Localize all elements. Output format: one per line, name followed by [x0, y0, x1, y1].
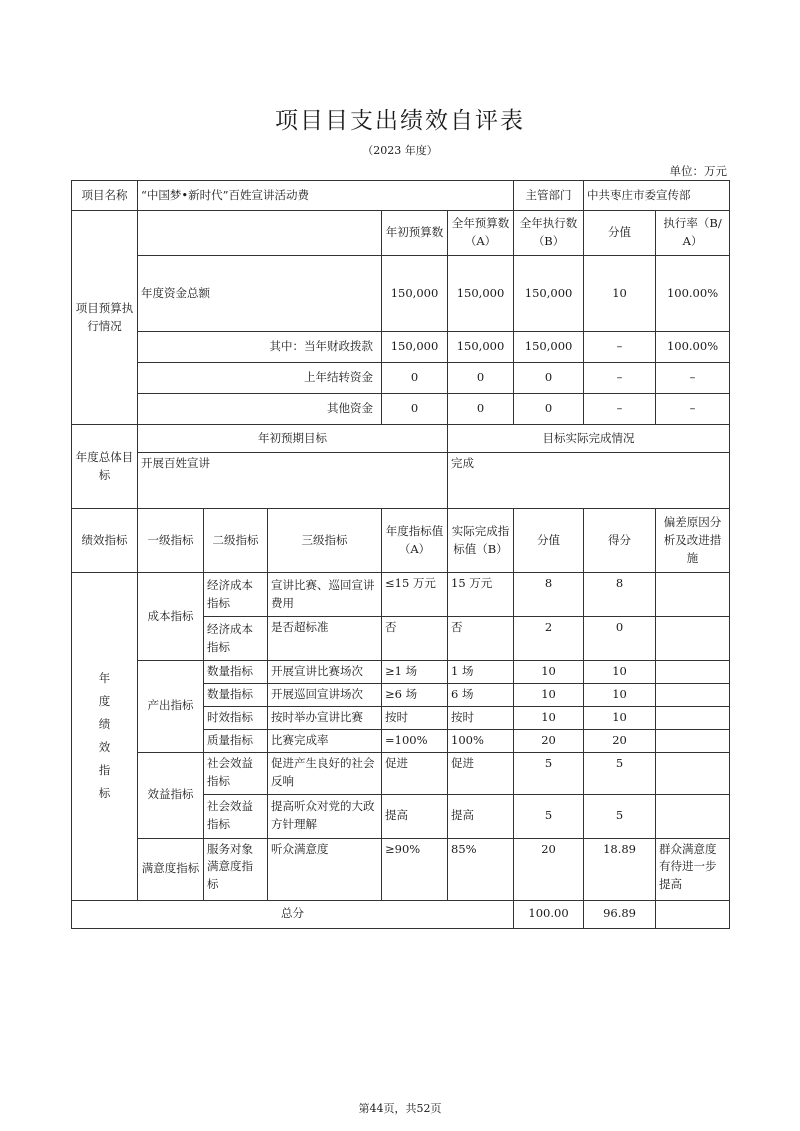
indicator-deviation	[656, 617, 730, 661]
indicator-level3: 提高听众对党的大政方针理解	[268, 794, 382, 838]
indicator-row	[72, 838, 730, 900]
indicator-actual: 100%	[448, 729, 514, 752]
budget-header: 执行率（B/A）	[656, 211, 730, 256]
budget-section-label: 项目预算执行情况	[72, 211, 138, 425]
budget-score-value: 10	[584, 256, 656, 332]
unit-label: 单位：万元	[669, 164, 727, 178]
indicator-deviation	[656, 706, 730, 729]
total-value: 100.00	[514, 900, 584, 928]
indicator-value: 10	[514, 706, 584, 729]
indicator-row	[72, 573, 730, 617]
indicator-target: ≤15 万元	[382, 573, 448, 617]
indicator-target: 提高	[382, 794, 448, 838]
indicator-level3: 比赛完成率	[268, 729, 382, 752]
indicator-level2: 社会效益指标	[204, 794, 268, 838]
evaluation-table	[71, 180, 730, 929]
budget-header: 全年预算数（A）	[448, 211, 514, 256]
indicator-actual: 按时	[448, 706, 514, 729]
indicator-header: 实际完成指标值（B）	[448, 509, 514, 573]
dept-label: 主管部门	[514, 181, 584, 211]
indicator-score: 18.89	[584, 838, 656, 900]
indicator-value: 8	[514, 573, 584, 617]
project-name-value: “中国梦•新时代”百姓宣讲活动费	[138, 181, 514, 211]
indicator-level1: 成本指标	[138, 573, 204, 661]
budget-header: 全年执行数（B）	[514, 211, 584, 256]
indicator-target: 按时	[382, 706, 448, 729]
indicator-level2: 社会效益指标	[204, 752, 268, 794]
indicator-actual: 否	[448, 617, 514, 661]
indicator-score: 0	[584, 617, 656, 661]
indicator-level2: 经济成本指标	[204, 573, 268, 617]
goals-header-row	[72, 425, 730, 453]
indicator-value: 20	[514, 729, 584, 752]
indicator-level2: 数量指标	[204, 661, 268, 684]
indicator-level3: 促进产生良好的社会反响	[268, 752, 382, 794]
indicator-deviation	[656, 661, 730, 684]
goals-planned-value: 开展百姓宣讲	[138, 453, 448, 509]
indicator-value: 5	[514, 794, 584, 838]
budget-score-value: –	[584, 394, 656, 425]
budget-row-label: 其中：当年财政拨款	[138, 332, 382, 363]
indicator-header: 得分	[584, 509, 656, 573]
indicator-target: ≥1 场	[382, 661, 448, 684]
indicator-header: 三级指标	[268, 509, 382, 573]
indicator-header: 分值	[514, 509, 584, 573]
indicator-header-row	[72, 509, 730, 573]
budget-header: 年初预算数	[382, 211, 448, 256]
indicator-actual: 85%	[448, 838, 514, 900]
indicator-level3: 是否超标准	[268, 617, 382, 661]
page-footer: 第44页，共52页	[358, 1102, 442, 1115]
indicator-target: 否	[382, 617, 448, 661]
budget-initial: 0	[382, 363, 448, 394]
budget-rate: –	[656, 394, 730, 425]
budget-score-value: –	[584, 332, 656, 363]
indicator-level1: 满意度指标	[138, 838, 204, 900]
budget-row	[72, 394, 730, 425]
indicator-level3: 开展宣讲比赛场次	[268, 661, 382, 684]
budget-annual: 150,000	[448, 332, 514, 363]
budget-row	[72, 363, 730, 394]
indicator-actual: 6 场	[448, 684, 514, 707]
indicator-score: 5	[584, 752, 656, 794]
indicator-level3: 宣讲比赛、巡回宣讲费用	[268, 573, 382, 617]
budget-row-label: 年度资金总额	[138, 256, 382, 332]
indicator-side-label: 年度绩效指标	[72, 573, 138, 900]
indicator-deviation	[656, 794, 730, 838]
budget-annual: 150,000	[448, 256, 514, 332]
budget-executed: 0	[514, 363, 584, 394]
indicator-level2: 数量指标	[204, 684, 268, 707]
budget-initial: 150,000	[382, 332, 448, 363]
indicator-level2: 质量指标	[204, 729, 268, 752]
indicator-target: 促进	[382, 752, 448, 794]
indicator-header: 偏差原因分析及改进措施	[656, 509, 730, 573]
indicator-score: 10	[584, 706, 656, 729]
dept-value: 中共枣庄市委宣传部	[584, 181, 730, 211]
indicator-level1: 产出指标	[138, 661, 204, 752]
indicator-value: 10	[514, 661, 584, 684]
goals-actual-value: 完成	[448, 453, 730, 509]
indicator-row	[72, 661, 730, 684]
indicator-level3: 开展巡回宣讲场次	[268, 684, 382, 707]
indicator-level3: 听众满意度	[268, 838, 382, 900]
project-name-label: 项目名称	[72, 181, 138, 211]
indicator-target: ≥90%	[382, 838, 448, 900]
indicator-section-label: 绩效指标	[72, 509, 138, 573]
year-label: （2023 年度）	[362, 144, 438, 157]
indicator-deviation	[656, 729, 730, 752]
indicator-level3: 按时举办宣讲比赛	[268, 706, 382, 729]
indicator-level2: 时效指标	[204, 706, 268, 729]
indicator-score: 5	[584, 794, 656, 838]
budget-row-label: 其他资金	[138, 394, 382, 425]
budget-row	[72, 256, 730, 332]
budget-rate: –	[656, 363, 730, 394]
indicator-deviation	[656, 752, 730, 794]
indicator-value: 10	[514, 684, 584, 707]
indicator-header: 年度指标值（A）	[382, 509, 448, 573]
indicator-score: 10	[584, 661, 656, 684]
goals-section-label: 年度总体目标	[72, 425, 138, 509]
budget-annual: 0	[448, 394, 514, 425]
indicator-actual: 促进	[448, 752, 514, 794]
indicator-score: 8	[584, 573, 656, 617]
total-row	[72, 900, 730, 928]
page-title: 项目目支出绩效自评表	[275, 108, 525, 134]
budget-rate: 100.00%	[656, 256, 730, 332]
indicator-deviation	[656, 573, 730, 617]
budget-initial: 150,000	[382, 256, 448, 332]
budget-initial: 0	[382, 394, 448, 425]
goals-value-row	[72, 453, 730, 509]
indicator-score: 20	[584, 729, 656, 752]
budget-executed: 150,000	[514, 256, 584, 332]
total-deviation	[656, 900, 730, 928]
indicator-value: 20	[514, 838, 584, 900]
budget-header: 分值	[584, 211, 656, 256]
indicator-actual: 提高	[448, 794, 514, 838]
budget-row	[72, 332, 730, 363]
budget-score-value: –	[584, 363, 656, 394]
goals-planned-header: 年初预期目标	[138, 425, 448, 453]
budget-executed: 0	[514, 394, 584, 425]
indicator-level1: 效益指标	[138, 752, 204, 838]
indicator-level2: 经济成本指标	[204, 617, 268, 661]
total-label: 总分	[72, 900, 514, 928]
budget-row-label: 上年结转资金	[138, 363, 382, 394]
budget-executed: 150,000	[514, 332, 584, 363]
budget-header-row	[72, 211, 730, 256]
budget-annual: 0	[448, 363, 514, 394]
indicator-header: 二级指标	[204, 509, 268, 573]
project-row	[72, 181, 730, 211]
indicator-header: 一级指标	[138, 509, 204, 573]
total-score: 96.89	[584, 900, 656, 928]
indicator-value: 2	[514, 617, 584, 661]
budget-rate: 100.00%	[656, 332, 730, 363]
indicator-deviation	[656, 684, 730, 707]
indicator-score: 10	[584, 684, 656, 707]
indicator-target: ≥6 场	[382, 684, 448, 707]
indicator-value: 5	[514, 752, 584, 794]
indicator-actual: 1 场	[448, 661, 514, 684]
goals-actual-header: 目标实际完成情况	[448, 425, 730, 453]
indicator-deviation: 群众满意度有待进一步提高	[656, 838, 730, 900]
indicator-row	[72, 752, 730, 794]
indicator-level2: 服务对象满意度指标	[204, 838, 268, 900]
budget-header-blank	[138, 211, 382, 256]
indicator-target: =100%	[382, 729, 448, 752]
indicator-actual: 15 万元	[448, 573, 514, 617]
